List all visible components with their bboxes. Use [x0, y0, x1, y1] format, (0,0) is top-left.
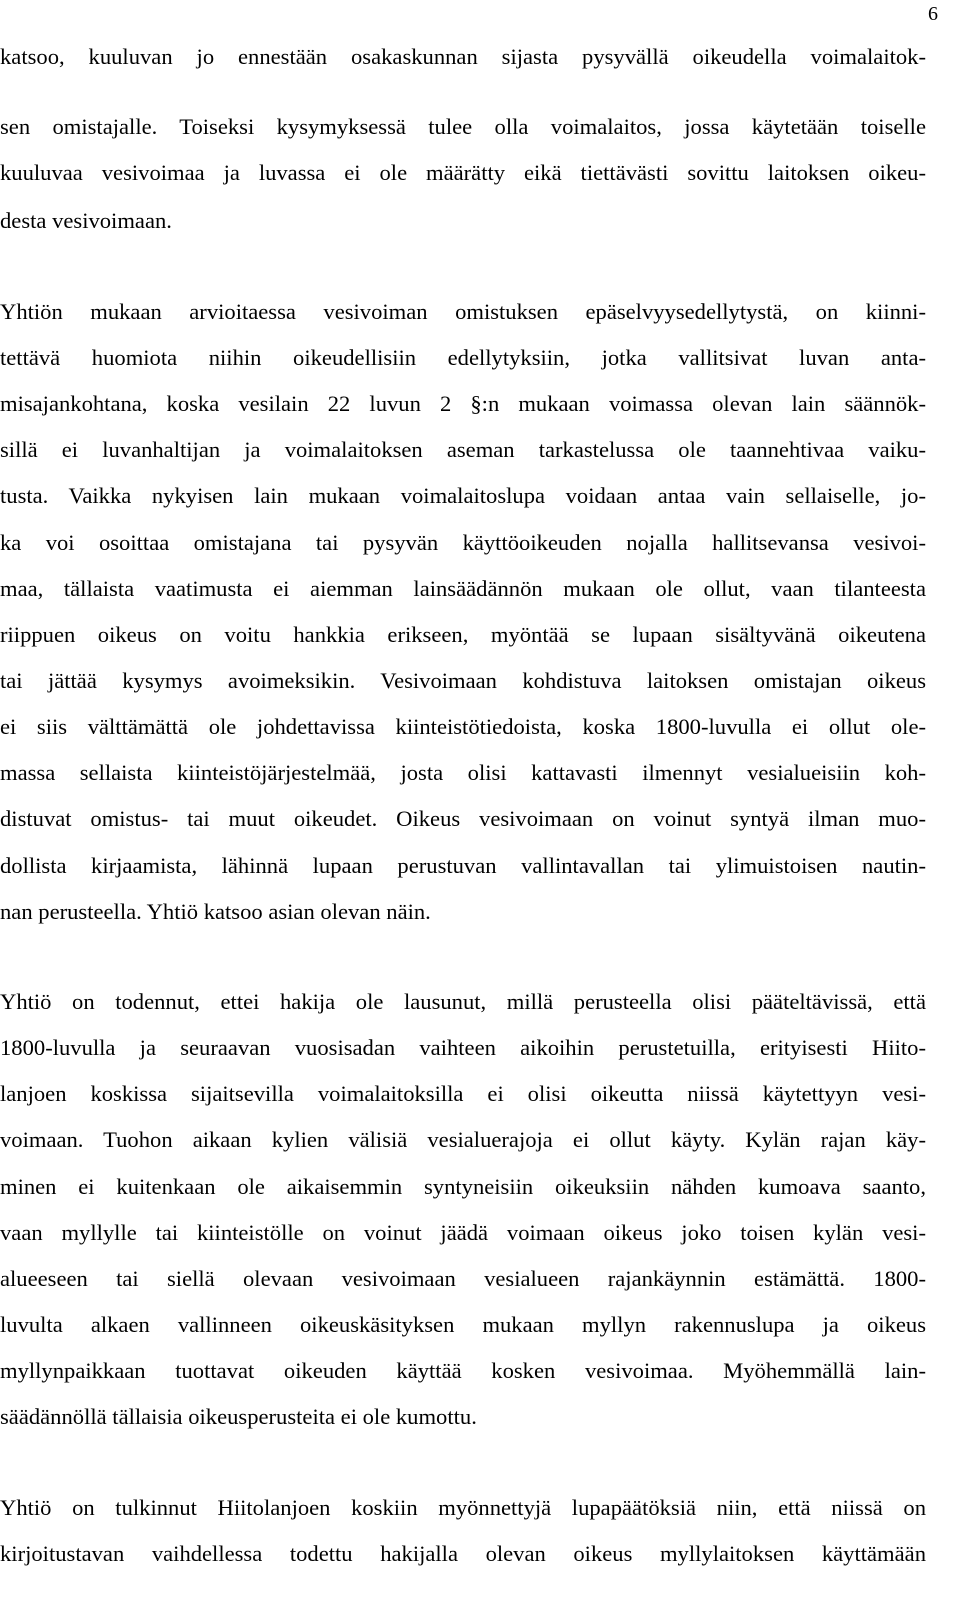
- text-line: sen omistajalle. Toiseksi kysymyksessä tulee olla voimalaitos, jossa käytetään toiselle: [0, 114, 926, 139]
- text-line: lanjoen koskissa sijaitsevilla voimalaitoksilla ei olisi oikeutta niissä käytettyyn vesi-: [0, 1081, 926, 1106]
- text-line: sillä ei luvanhaltijan ja voimalaitoksen aseman tarkastelussa ole taannehtivaa vaiku-: [0, 437, 926, 462]
- text-line: säädännöllä tällaisia oikeusperusteita ei ole kumottu.: [0, 1404, 477, 1429]
- text-line: tettävä huomiota niihin oikeudellisiin edellytyksiin, jotka vallitsivat luvan anta-: [0, 345, 926, 370]
- text-line: tai jättää kysymys avoimeksikin. Vesivoimaan kohdistuva laitoksen omistajan oikeus: [0, 668, 926, 693]
- text-line: Yhtiö on todennut, ettei hakija ole lausunut, millä perusteella olisi pääteltävissä, että: [0, 989, 926, 1014]
- text-line: kirjoitustavan vaihdellessa todettu hakijalla olevan oikeus myllylaitoksen käyttämään: [0, 1541, 926, 1566]
- text-line: ka voi osoittaa omistajana tai pysyvän käyttöoikeuden nojalla hallitsevansa vesivoi-: [0, 530, 926, 555]
- text-line: vaan myllylle tai kiinteistölle on voinut jäädä voimaan oikeus joko toisen kylän vesi-: [0, 1220, 926, 1245]
- text-line: Yhtiö on tulkinnut Hiitolanjoen koskiin myönnettyjä lupapäätöksiä niin, että niissä on: [0, 1495, 926, 1520]
- text-line: maa, tällaista vaatimusta ei aiemman lainsäädännön mukaan ole ollut, vaan tilanteesta: [0, 576, 926, 601]
- text-line: nan perusteella. Yhtiö katsoo asian olevan näin.: [0, 899, 431, 924]
- text-line: alueeseen tai siellä olevaan vesivoimaan vesialueen rajankäynnin estämättä. 1800-: [0, 1266, 926, 1291]
- text-line: ei siis välttämättä ole johdettavissa kiinteistötiedoista, koska 1800-luvulla ei ollut ole-: [0, 714, 926, 739]
- text-line: myllynpaikkaan tuottavat oikeuden käyttää kosken vesivoimaa. Myöhemmällä lain-: [0, 1358, 926, 1383]
- text-line: luvulta alkaen vallinneen oikeuskäsityksen mukaan myllyn rakennuslupa ja oikeus: [0, 1312, 926, 1337]
- text-line: minen ei kuitenkaan ole aikaisemmin syntyneisiin oikeuksiin nähden kumoava saanto,: [0, 1174, 926, 1199]
- page-number: 6: [928, 3, 938, 25]
- text-line: 1800-luvulla ja seuraavan vuosisadan vaihteen aikoihin perustetuilla, erityisesti Hiito-: [0, 1035, 926, 1060]
- text-line: riippuen oikeus on voitu hankkia erikseen, myöntää se lupaan sisältyvänä oikeutena: [0, 622, 926, 647]
- text-line: kuuluvaa vesivoimaa ja luvassa ei ole määrätty eikä tiettävästi sovittu laitoksen oikeu-: [0, 160, 926, 185]
- text-line: distuvat omistus- tai muut oikeudet. Oikeus vesivoimaan on voinut syntyä ilman muo-: [0, 806, 926, 831]
- text-line: dollista kirjaamista, lähinnä lupaan perustuvan vallintavallan tai ylimuistoisen nautin-: [0, 853, 926, 878]
- text-line: voimaan. Tuohon aikaan kylien välisiä vesialuerajoja ei ollut käyty. Kylän rajan käy-: [0, 1127, 926, 1152]
- text-line: massa sellaista kiinteistöjärjestelmää, josta olisi kattavasti ilmennyt vesialueisiin koh-: [0, 760, 926, 785]
- text-line: katsoo, kuuluvan jo ennestään osakaskunnan sijasta pysyvällä oikeudella voimalaitok-: [0, 44, 926, 69]
- text-line: tusta. Vaikka nykyisen lain mukaan voimalaitoslupa voidaan antaa vain sellaiselle, jo-: [0, 483, 926, 508]
- text-line: misajankohtana, koska vesilain 22 luvun 2 §:n mukaan voimassa olevan lain säännök-: [0, 391, 926, 416]
- text-line: desta vesivoimaan.: [0, 208, 172, 233]
- text-line: Yhtiön mukaan arvioitaessa vesivoiman omistuksen epäselvyysedellytystä, on kiinni-: [0, 299, 926, 324]
